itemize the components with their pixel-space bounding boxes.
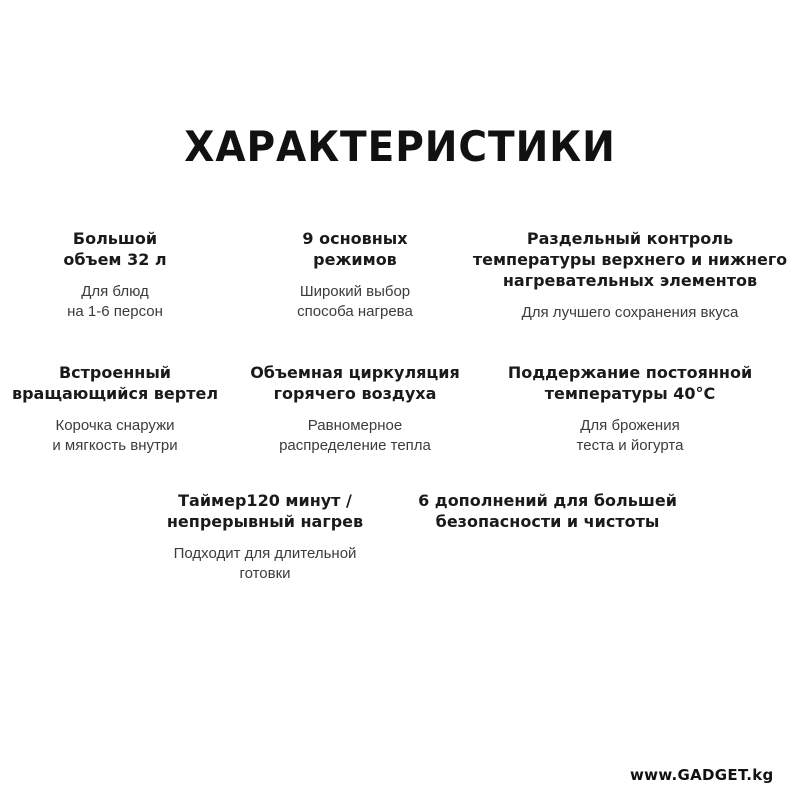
feature-volume xyxy=(30,228,200,322)
feature-title: Большой объем 32 л xyxy=(63,229,167,269)
feature-title: Встроенный вращающийся вертел xyxy=(11,363,219,403)
website-url: www.GADGET.kg xyxy=(630,766,774,784)
feature-air-circulation xyxy=(240,362,470,456)
feature-description: Широкий выбор способа нагрева xyxy=(297,283,413,320)
feature-description: Равномерное распределение тепла xyxy=(279,417,431,454)
feature-timer xyxy=(155,490,375,584)
feature-description: Для лучшего сохранения вкуса xyxy=(521,304,739,321)
feature-separate-control xyxy=(470,228,790,323)
feature-description: Для брожения теста и йогурта xyxy=(576,417,684,454)
feature-title: Поддержание постоянной температуры 40°C xyxy=(507,363,753,403)
feature-rotisserie xyxy=(10,362,220,456)
feature-title: 6 дополнений для большей безопасности и чистоты xyxy=(418,491,677,531)
feature-accessories xyxy=(415,490,680,532)
feature-title: Раздельный контроль температуры верхнего и нижнего нагревательных элементов xyxy=(472,229,788,290)
page-title: ХАРАКТЕРИСТИКИ xyxy=(184,122,616,172)
feature-modes xyxy=(255,228,455,322)
feature-description: Подходит для длительной готовки xyxy=(173,545,357,582)
feature-title: 9 основных режимов xyxy=(302,229,408,269)
feature-description: Для блюд на 1-6 персон xyxy=(67,283,163,320)
feature-title: Объемная циркуляция горячего воздуха xyxy=(250,363,460,403)
feature-description: Корочка снаружи и мягкость внутри xyxy=(52,417,178,454)
feature-constant-temperature xyxy=(495,362,765,456)
feature-title: Таймер120 минут / непрерывный нагрев xyxy=(166,491,364,531)
